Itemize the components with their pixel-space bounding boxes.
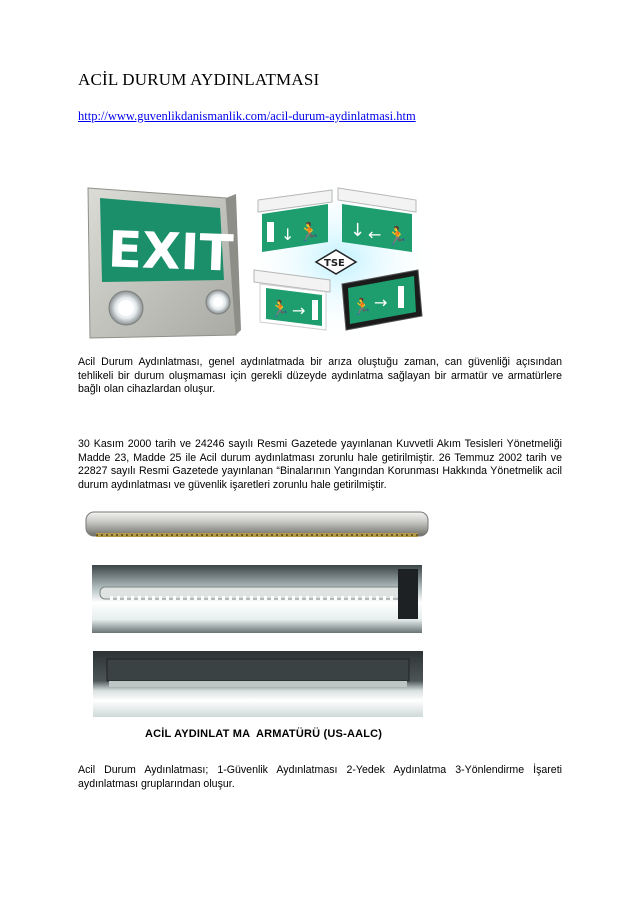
fixture-caption: ACİL AYDINLAT MA ARMATÜRÜ (US-AALC) [145,728,383,740]
fixture-lit-image [92,565,422,633]
paragraph-regulation: 30 Kasım 2000 tarih ve 24246 sayılı Resmi Gazetede yayınlanan Kuvvetli Akım Tesisleri Yönetmeliği Madde 23, Madde 25 ile Acil durum aydınlatması zorunlu hale getirilmiştir. 26 Temmuz 2002 tarih ve 22827 sayılı Resmi Gazetede yayınlanan “Binalarının Yangından Korunması Hakkında Yönetmelik acil durum aydınlatması ve güvenlik işaretleri zorunlu hale getirilmiştir. [78,438,562,491]
tse-badge-text: TSE [324,258,345,269]
paragraph-definition: Acil Durum Aydınlatması, genel aydınlatmada bir arıza oluştuğu zaman, can güvenliği açısından tehlikeli bir durum oluşmaması için gerekli düzeyde aydınlatma sağlayan bir armatür ve armatürlere bağlı olan cihazlardan oluşur. [78,356,562,396]
paragraph-groups: Acil Durum Aydınlatması; 1-Güvenlik Aydınlatması 2-Yedek Aydınlatma 3-Yönlendirme İşareti aydınlatması gruplarından oluşur. [78,764,562,790]
fixture-closed-image [84,508,430,542]
svg-text:🏃: 🏃 [270,299,290,318]
svg-text:🏃: 🏃 [298,222,321,243]
svg-text:→: → [374,293,388,312]
page-title: ACİL DURUM AYDINLATMASI [78,70,320,89]
svg-text:↓: ↓ [350,220,366,241]
exit-signs-image [86,180,436,340]
exit-sign-text: EXIT [106,220,235,283]
source-link[interactable]: http://www.guvenlikdanismanlik.com/acil-durum-aydinlatmasi.htm [78,109,416,123]
svg-text:→: → [292,301,306,320]
fixture-lit-side-image [93,651,423,717]
svg-text:←: ← [368,225,382,244]
svg-text:🏃: 🏃 [352,297,372,316]
svg-text:🏃: 🏃 [386,226,409,247]
svg-text:↓: ↓ [281,225,295,244]
